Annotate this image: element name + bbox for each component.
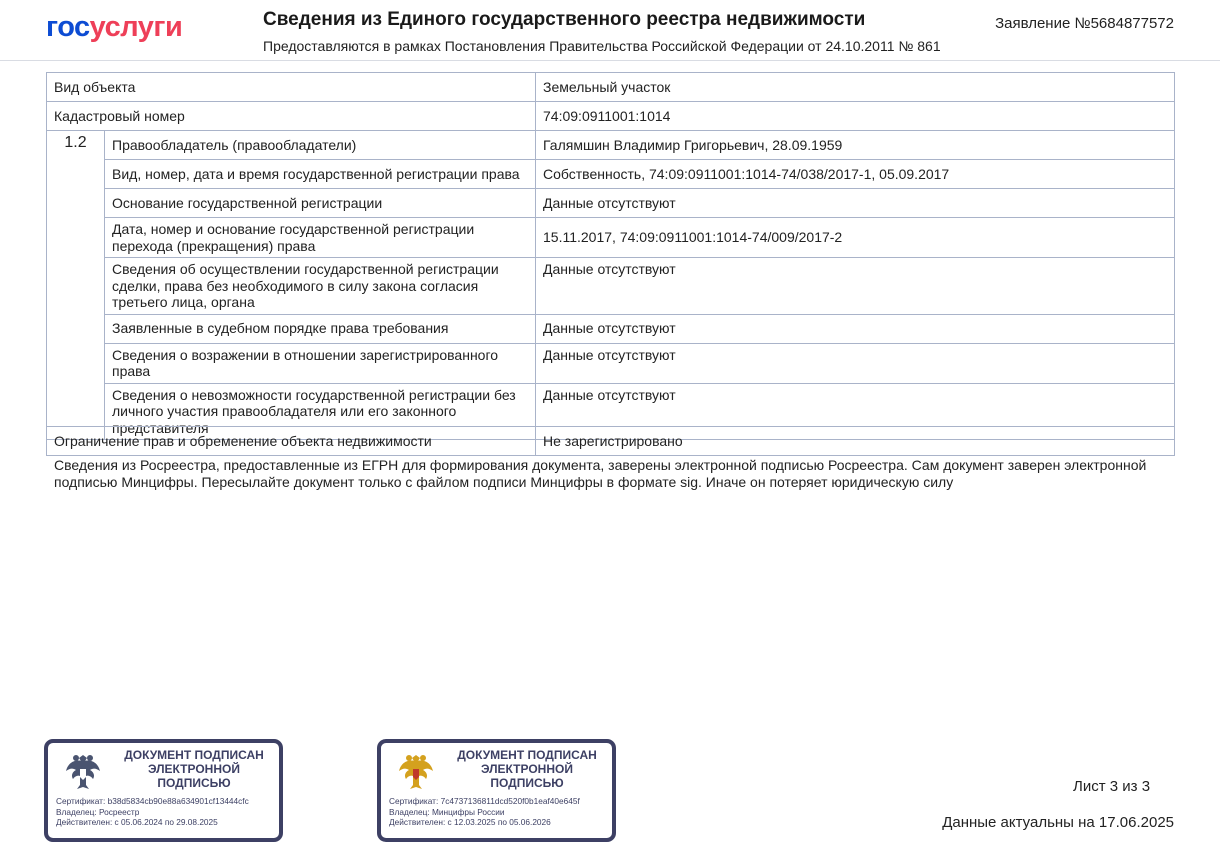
rights-row-label: Основание государственной регистрации: [105, 189, 536, 218]
stamp-certificate: Сертификат: 7c4737136811dcd520f0b1eaf40e645f: [389, 796, 580, 806]
rights-row-value: Галямшин Владимир Григорьевич, 28.09.1959: [536, 131, 1175, 160]
table-row: [47, 160, 1175, 189]
stamp-owner: Владелец: Росреестр: [56, 806, 140, 817]
section-number: 1.2: [47, 131, 105, 440]
table-row: [47, 131, 1175, 160]
object-type-value: Земельный участок: [536, 73, 1175, 102]
egrn-info-table: [46, 72, 1175, 440]
rights-row-value: Данные отсутствуют: [536, 189, 1175, 218]
rights-row-label: Сведения о невозможности государственной регистрации без личного участия правообладателя или его законного представителя: [105, 383, 536, 440]
signature-stamp-rosreestr: [44, 739, 283, 842]
rights-row-value: 15.11.2017, 74:09:0911001:1014-74/009/2017-2: [536, 218, 1175, 258]
logo-part-gos: гос: [46, 11, 90, 43]
object-type-label: Вид объекта: [47, 73, 536, 102]
stamp-title: ДОКУМЕНТ ПОДПИСАН ЭЛЕКТРОННОЙ ПОДПИСЬЮ: [457, 748, 597, 790]
rights-row-label: Дата, номер и основание государственной регистрации перехода (прекращения) права: [105, 218, 536, 258]
data-actual-date: Данные актуальны на 17.06.2025: [942, 814, 1174, 831]
table-row: [47, 73, 1175, 102]
signature-notice: Сведения из Росреестра, предоставленные из ЕГРН для формирования документа, заверены электронной подписью Росреестра. Сам документ заверен электронной подписью Минцифры. Пересылайте документ только с файлом подписи Минцифры в формате sig. Иначе он потеряет юридическую силу: [54, 457, 1147, 490]
table-row: [47, 102, 1175, 131]
table-row: [47, 314, 1175, 343]
table-row: [47, 427, 1175, 456]
rights-row-value: Данные отсутствуют: [536, 258, 1175, 315]
rights-row-value: Данные отсутствуют: [536, 314, 1175, 343]
rights-row-label: Заявленные в судебном порядке права требования: [105, 314, 536, 343]
rights-row-value: Данные отсутствуют: [536, 383, 1175, 440]
sheet-number: Лист 3 из 3: [1073, 778, 1151, 795]
rights-row-label: Сведения о возражении в отношении зарегистрированного права: [105, 343, 536, 383]
rights-row-label: Вид, номер, дата и время государственной регистрации права: [105, 160, 536, 189]
cadastral-number-label: Кадастровый номер: [47, 102, 536, 131]
rights-row-value: Собственность, 74:09:0911001:1014-74/038/2017-1, 05.09.2017: [536, 160, 1175, 189]
rights-row-label: Правообладатель (правообладатели): [105, 131, 536, 160]
document-title: Сведения из Единого государственного реестра недвижимости: [263, 9, 866, 30]
cadastral-number-value: 74:09:0911001:1014: [536, 102, 1175, 131]
double-headed-eagle-icon: [60, 749, 106, 795]
stamp-validity: Действителен: с 12.03.2025 по 05.06.2026: [389, 817, 551, 827]
stamp-details: [389, 796, 580, 828]
rights-row-label: Сведения об осуществлении государственной регистрации сделки, права без необходимого в силу закона согласия третьего лица, органа: [105, 258, 536, 315]
gosuslugi-logo: [46, 9, 182, 45]
restrictions-table: [46, 426, 1175, 456]
restrictions-label: Ограничение прав и обременение объекта недвижимости: [47, 427, 536, 456]
table-row: [47, 343, 1175, 383]
stamp-title: ДОКУМЕНТ ПОДПИСАН ЭЛЕКТРОННОЙ ПОДПИСЬЮ: [124, 748, 264, 790]
rights-row-value: Данные отсутствуют: [536, 343, 1175, 383]
document-subtitle: Предоставляются в рамках Постановления Правительства Российской Федерации от 24.10.2011 № 861: [263, 38, 941, 54]
table-row: [47, 189, 1175, 218]
double-headed-eagle-icon: [393, 749, 439, 795]
application-number: Заявление №5684877572: [995, 15, 1174, 32]
signature-stamp-mintsifry: [377, 739, 616, 842]
page-header: [0, 0, 1220, 61]
table-row: [47, 258, 1175, 315]
logo-part-uslugi: услуги: [89, 11, 183, 43]
stamp-owner: Владелец: Минцифры России: [389, 806, 505, 817]
table-row: [47, 218, 1175, 258]
stamp-certificate: Сертификат: b38d5834cb90e88a634901cf13444cfc: [56, 796, 249, 806]
stamp-validity: Действителен: с 05.06.2024 по 29.08.2025: [56, 817, 218, 827]
restrictions-value: Не зарегистрировано: [536, 427, 1175, 456]
stamp-details: [56, 796, 249, 828]
